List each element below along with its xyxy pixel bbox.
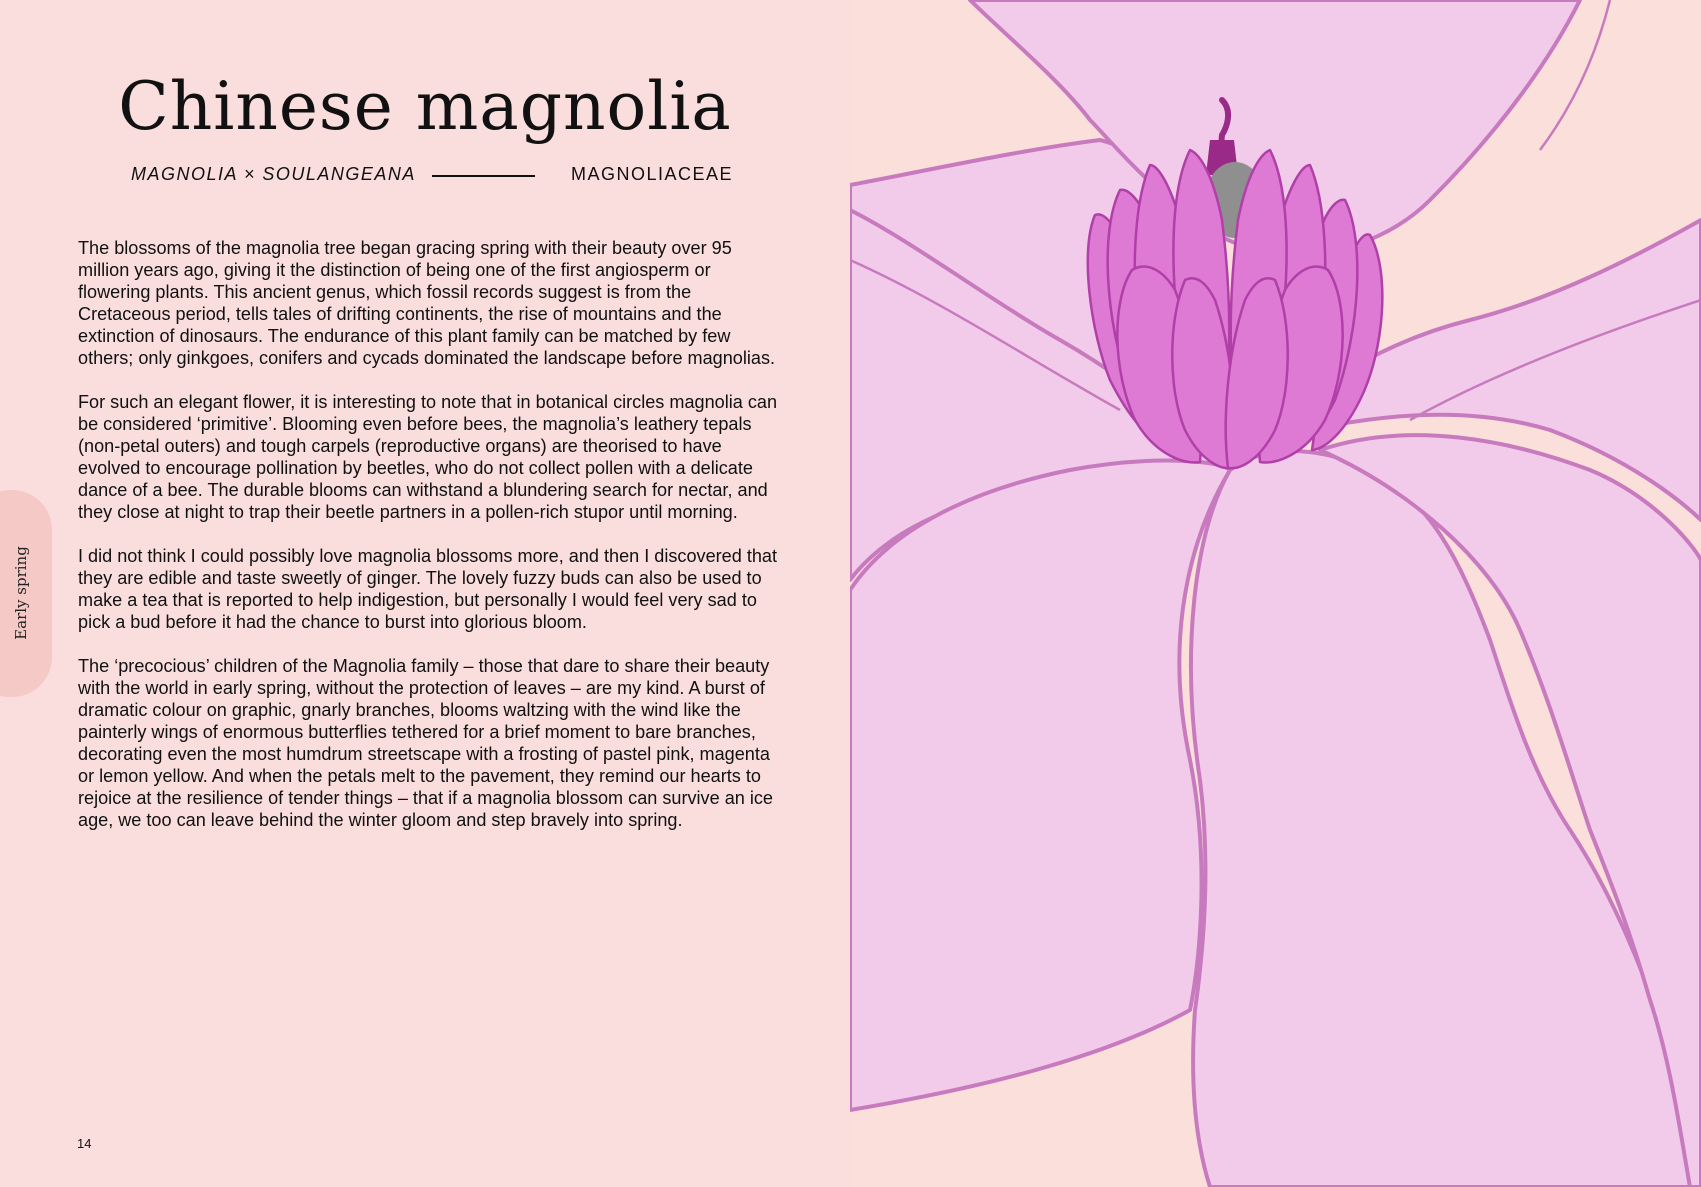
divider-rule: [432, 175, 535, 177]
paragraph: The ‘precocious’ children of the Magnolia family – those that dare to share their beauty with the world in early spring, without the protection of leaves – are my kind. A burst of dramatic colour on graphic, gnarly branches, blooms waltzing with the wind like the painterly wings of enormous butterflies tethered for a brief moment to bare branches, decorating even the most humdrum streetscape with a frosting of pastel pink, magenta or lemon yellow. And when the petals melt to the pavement, they remind our hearts to rejoice at the resilience of tender things – that if a magnolia blossom can survive an ice age, we too can leave behind the winter gloom and step bravely into spring.: [78, 656, 773, 830]
latin-name: MAGNOLIA × SOULANGEANA: [131, 164, 416, 184]
subtitle-row: [0, 164, 850, 188]
paragraph: The blossoms of the magnolia tree began gracing spring with their beauty over 95 million years ago, giving it the distinction of being one of the first angiosperm or flowering plants. This ancient genus, which fossil records suggest is from the Cretaceous period, tells tales of drifting continents, the rise of mountains and the extinction of dinosaurs. The endurance of this plant family can be matched by few others; only ginkgoes, conifers and cycads dominated the landscape before magnolias.: [78, 238, 776, 368]
page-number: 14: [77, 1136, 92, 1151]
left-page: [0, 0, 850, 1187]
paragraph: I did not think I could possibly love magnolia blossoms more, and then I discovered that they are edible and taste sweetly of ginger. The lovely fuzzy buds can also be used to make a tea that is reported to help indigestion, but personally I would feel very sad to pick a bud before it had the chance to burst into glorious bloom.: [78, 546, 778, 632]
paragraph: For such an elegant flower, it is interesting to note that in botanical circles magnolia can be considered ‘primitive’. Blooming even before bees, the magnolia’s leathery tepals (non-petal outers) and tough carpels (reproductive organs) are theorised to have evolved to encourage pollination by beetles, who do not collect pollen with a delicate dance of a bee. The durable blooms can withstand a blundering search for nectar, and they close at night to trap their beetle partners in a pollen-rich stupor until morning.: [78, 392, 778, 522]
illustration-page: [850, 0, 1701, 1187]
petal-lower-left: [850, 461, 1230, 1110]
magnolia-flower-illustration: [850, 0, 1701, 1187]
section-tab-label: Early spring: [12, 546, 30, 640]
family-name: MAGNOLIACEAE: [571, 164, 734, 184]
page-title: Chinese magnolia: [118, 68, 732, 145]
body-text: [78, 237, 778, 853]
